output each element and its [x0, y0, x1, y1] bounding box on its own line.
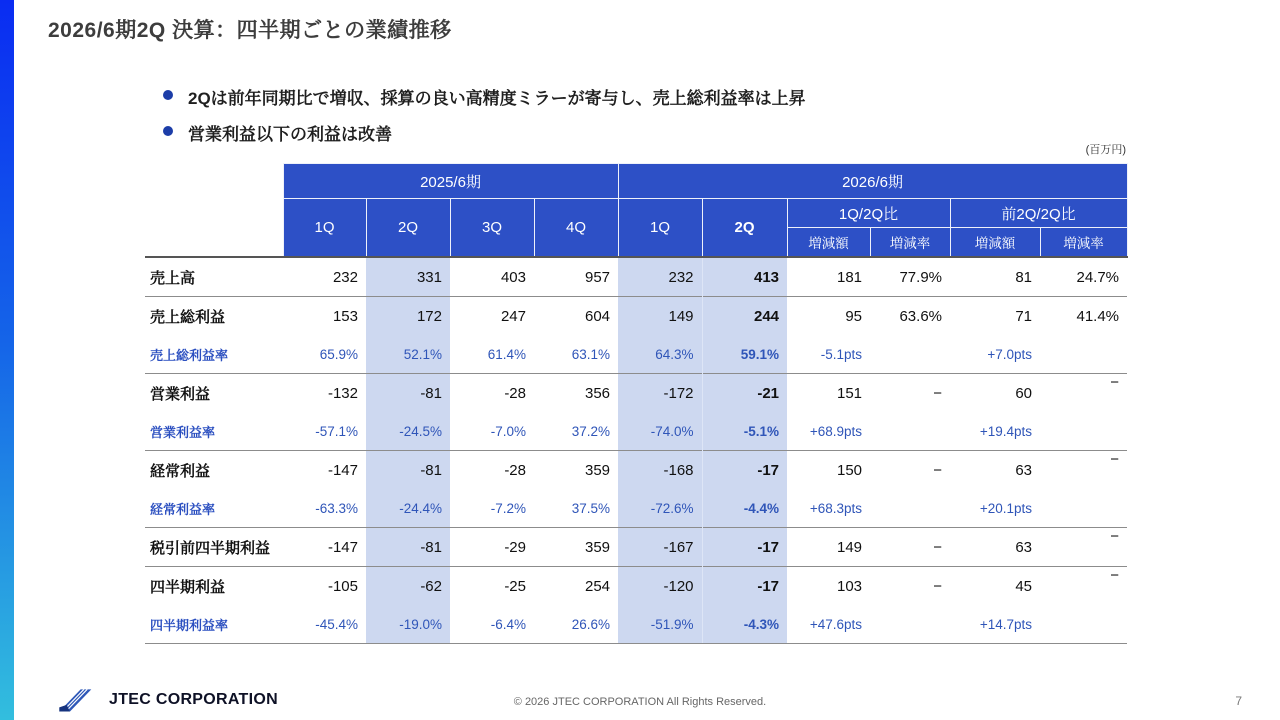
table-cell: +7.0pts [950, 335, 1040, 374]
table-cell: 247 [450, 297, 534, 336]
bullet-item [163, 84, 1163, 109]
logo-text: JTEC CORPORATION [109, 691, 278, 708]
year-group-header: 2026/6期 [618, 164, 1127, 199]
table-cell: 63 [950, 528, 1040, 567]
table-cell: 403 [450, 257, 534, 297]
table-cell: 153 [283, 297, 366, 336]
year-group-header: 2025/6期 [283, 164, 618, 199]
table-cell: -147 [283, 451, 366, 490]
table-cell: -74.0% [618, 412, 702, 451]
table-cell: -51.9% [618, 605, 702, 644]
dash-raised: − [1110, 373, 1120, 391]
table-cell: − [870, 451, 950, 490]
table-cell: 95 [787, 297, 870, 336]
quarter-header: 1Q [283, 199, 366, 258]
table-cell: -6.4% [450, 605, 534, 644]
table-cell [1040, 412, 1127, 451]
table-cell: +20.1pts [950, 489, 1040, 528]
table-cell: 149 [787, 528, 870, 567]
row-label: 売上総利益 [145, 297, 283, 336]
table-cell: -19.0% [366, 605, 450, 644]
table-cell: -81 [366, 374, 450, 413]
row-label: 営業利益 [145, 374, 283, 413]
table-cell: -4.3% [702, 605, 787, 644]
table-cell [1040, 335, 1127, 374]
table-row [145, 257, 1127, 297]
table-cell: -72.6% [618, 489, 702, 528]
table-cell: +68.9pts [787, 412, 870, 451]
performance-table [145, 163, 1128, 644]
table-cell: +19.4pts [950, 412, 1040, 451]
table-cell: − [870, 567, 950, 606]
table-cell: -5.1pts [787, 335, 870, 374]
table-cell: -132 [283, 374, 366, 413]
table-cell: 359 [534, 451, 618, 490]
table-cell: 244 [702, 297, 787, 336]
compare-group-header: 前2Q/2Q比 [950, 199, 1127, 228]
row-label: 売上高 [145, 257, 283, 297]
table-cell: +68.3pts [787, 489, 870, 528]
page-number: 7 [1235, 694, 1242, 708]
table-cell [870, 489, 950, 528]
table-cell: 41.4% [1040, 297, 1127, 336]
table-cell: 37.2% [534, 412, 618, 451]
sub-header: 増減額 [950, 228, 1040, 258]
row-label: 経常利益率 [145, 489, 283, 528]
table-cell: -105 [283, 567, 366, 606]
bullet-dot-icon [163, 90, 173, 100]
table-cell: -81 [366, 528, 450, 567]
performance-table-wrap [145, 163, 1128, 644]
table-cell: 37.5% [534, 489, 618, 528]
table-cell: -28 [450, 374, 534, 413]
page-title: 2026/6期2Q 決算：四半期ごとの業績推移 [48, 19, 452, 42]
table-cell: 254 [534, 567, 618, 606]
table-cell [1040, 605, 1127, 644]
table-cell [870, 412, 950, 451]
table-cell: 63.1% [534, 335, 618, 374]
table-cell [1040, 528, 1127, 567]
table-cell: -172 [618, 374, 702, 413]
table-cell: -147 [283, 528, 366, 567]
table-cell: 81 [950, 257, 1040, 297]
table-cell [1040, 374, 1127, 413]
bullet-text: 営業利益以下の利益は改善 [188, 125, 392, 144]
row-label: 営業利益率 [145, 412, 283, 451]
table-cell [1040, 567, 1127, 606]
row-label: 税引前四半期利益 [145, 528, 283, 567]
table-row [145, 489, 1127, 528]
table-cell: -17 [702, 567, 787, 606]
quarter-header: 2Q [366, 199, 450, 258]
table-cell: 61.4% [450, 335, 534, 374]
table-cell: -63.3% [283, 489, 366, 528]
bullet-text: 2Qは前年同期比で増収、採算の良い高精度ミラーが寄与し、売上総利益率は上昇 [188, 89, 806, 108]
table-cell: 77.9% [870, 257, 950, 297]
table-row [145, 567, 1127, 606]
table-cell: 64.3% [618, 335, 702, 374]
table-cell: -81 [366, 451, 450, 490]
table-cell: − [870, 528, 950, 567]
table-cell: 149 [618, 297, 702, 336]
table-cell: +14.7pts [950, 605, 1040, 644]
table-row [145, 374, 1127, 413]
table-cell: -57.1% [283, 412, 366, 451]
table-cell: -62 [366, 567, 450, 606]
table-cell: 356 [534, 374, 618, 413]
table-cell: 359 [534, 528, 618, 567]
row-label: 四半期利益率 [145, 605, 283, 644]
table-cell: -4.4% [702, 489, 787, 528]
table-row [145, 451, 1127, 490]
table-cell: 63.6% [870, 297, 950, 336]
table-cell: -17 [702, 528, 787, 567]
table-cell: 957 [534, 257, 618, 297]
dash-raised: − [1110, 527, 1120, 545]
table-cell: 71 [950, 297, 1040, 336]
table-cell: − [870, 374, 950, 413]
table-cell [870, 335, 950, 374]
compare-group-header: 1Q/2Q比 [787, 199, 950, 228]
table-cell: -21 [702, 374, 787, 413]
sub-header: 増減額 [787, 228, 870, 258]
table-cell: 26.6% [534, 605, 618, 644]
table-cell: -168 [618, 451, 702, 490]
table-cell [1040, 489, 1127, 528]
table-cell: -7.0% [450, 412, 534, 451]
table-cell: 151 [787, 374, 870, 413]
table-cell: 181 [787, 257, 870, 297]
row-label: 売上総利益率 [145, 335, 283, 374]
row-label: 四半期利益 [145, 567, 283, 606]
table-cell: -24.4% [366, 489, 450, 528]
unit-note: (百万円) [1085, 144, 1126, 156]
table-cell [870, 605, 950, 644]
table-cell: 24.7% [1040, 257, 1127, 297]
table-cell: 52.1% [366, 335, 450, 374]
table-cell [1040, 451, 1127, 490]
dash-raised: − [1110, 566, 1120, 584]
table-row [145, 297, 1127, 336]
quarter-header: 3Q [450, 199, 534, 258]
table-cell: 232 [283, 257, 366, 297]
table-cell: 45 [950, 567, 1040, 606]
table-header [145, 164, 1127, 258]
table-cell: 413 [702, 257, 787, 297]
table-cell: 103 [787, 567, 870, 606]
bullet-dot-icon [163, 126, 173, 136]
quarter-header: 1Q [618, 199, 702, 258]
table-row [145, 605, 1127, 644]
corner-cell [145, 164, 283, 258]
copyright-text: © 2026 JTEC CORPORATION All Rights Reserved. [513, 696, 767, 708]
table-body [145, 257, 1127, 644]
table-cell: 604 [534, 297, 618, 336]
table-cell: -25 [450, 567, 534, 606]
table-cell: 331 [366, 257, 450, 297]
table-cell: -167 [618, 528, 702, 567]
sub-header: 増減率 [870, 228, 950, 258]
table-cell: -24.5% [366, 412, 450, 451]
table-cell: -45.4% [283, 605, 366, 644]
dash-raised: − [1110, 450, 1120, 468]
quarter-header: 4Q [534, 199, 618, 258]
quarter-header: 2Q [702, 199, 787, 258]
table-cell: 150 [787, 451, 870, 490]
table-row [145, 335, 1127, 374]
table-cell: +47.6pts [787, 605, 870, 644]
table-cell: -7.2% [450, 489, 534, 528]
left-accent-bar [0, 0, 14, 720]
table-row [145, 412, 1127, 451]
table-cell: 172 [366, 297, 450, 336]
row-label: 経常利益 [145, 451, 283, 490]
table-cell: -29 [450, 528, 534, 567]
table-cell: 59.1% [702, 335, 787, 374]
sub-header: 増減率 [1040, 228, 1127, 258]
table-row [145, 528, 1127, 567]
table-cell: 60 [950, 374, 1040, 413]
table-cell: -5.1% [702, 412, 787, 451]
table-cell: -28 [450, 451, 534, 490]
table-cell: -120 [618, 567, 702, 606]
table-cell: -17 [702, 451, 787, 490]
table-cell: 232 [618, 257, 702, 297]
table-cell: 65.9% [283, 335, 366, 374]
table-cell: 63 [950, 451, 1040, 490]
